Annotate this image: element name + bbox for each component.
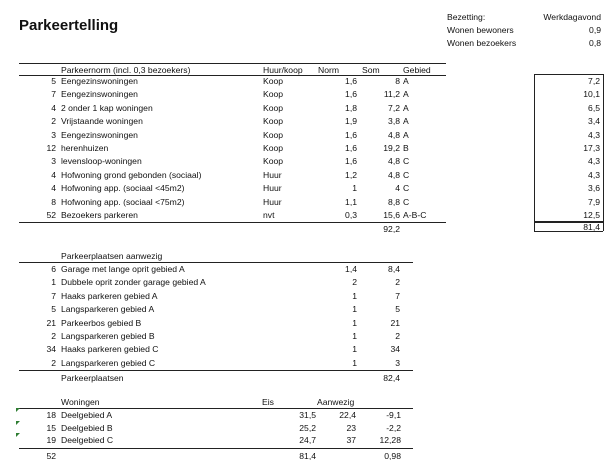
woningen-header-desc: Woningen <box>61 397 100 407</box>
norm-row-som: 4,8 <box>388 169 400 180</box>
norm-row-norm: 1,6 <box>345 76 357 86</box>
side-value: 3,4 <box>588 116 600 127</box>
norm-row-count: 3 <box>51 129 56 140</box>
side-value: 7,2 <box>588 76 600 86</box>
plaatsen-row-mult: 2 <box>352 277 357 288</box>
norm-header-gebied: Gebied <box>403 65 431 75</box>
norm-row-type: Huur <box>263 196 282 207</box>
norm-row-som: 4,8 <box>388 129 400 140</box>
norm-row-desc: Bezoekers parkeren <box>61 210 138 220</box>
norm-row-norm: 1,6 <box>345 143 357 153</box>
norm-row-type: Koop <box>263 143 284 153</box>
side-value: 3,6 <box>588 183 600 194</box>
plaatsen-row-mult: 1 <box>352 357 357 368</box>
norm-row-som: 19,2 <box>383 143 400 153</box>
norm-row-som: 15,6 <box>383 210 400 220</box>
norm-row-count: 5 <box>51 76 56 86</box>
norm-row-type: Huur <box>263 169 282 180</box>
woningen-row-desc: Deelgebied A <box>61 410 113 420</box>
norm-row-gebied: A-B-C <box>403 210 427 220</box>
norm-row-norm: 1,2 <box>345 169 357 180</box>
norm-header-som: Som <box>362 65 380 75</box>
plaatsen-row-count: 5 <box>51 304 56 315</box>
norm-row-desc: 2 onder 1 kap woningen <box>61 102 153 113</box>
plaatsen-row-val: 2 <box>395 331 400 341</box>
norm-row-desc: levensloop-woningen <box>61 156 142 167</box>
woningen-row-diff: 12,28 <box>379 435 401 446</box>
norm-row-norm: 0,3 <box>345 210 357 220</box>
norm-row-gebied: C <box>403 169 410 180</box>
norm-row-gebied: A <box>403 116 409 127</box>
plaatsen-total: 82,4 <box>383 373 400 383</box>
norm-header-huurkoop: Huur/koop <box>263 65 303 75</box>
norm-row-gebied: C <box>403 183 410 194</box>
norm-row-norm: 1 <box>352 183 357 194</box>
norm-row-desc: Eengezinswoningen <box>61 89 138 100</box>
woningen-row-eis: 24,7 <box>299 435 316 446</box>
norm-row-gebied: A <box>403 89 409 100</box>
plaatsen-row-desc: Langsparkeren gebied B <box>61 331 155 341</box>
plaatsen-row-mult: 1,4 <box>345 264 357 274</box>
plaatsen-row-mult: 1 <box>352 290 357 301</box>
norm-row-type: nvt <box>263 210 275 220</box>
woningen-row-diff: -9,1 <box>386 410 401 420</box>
norm-row-gebied: A <box>403 129 409 140</box>
norm-row-som: 4 <box>395 183 400 194</box>
norm-row-norm: 1,8 <box>345 102 357 113</box>
norm-row-count: 7 <box>51 89 56 100</box>
plaatsen-row-count: 34 <box>46 344 56 355</box>
woningen-row-diff: -2,2 <box>386 422 401 433</box>
plaatsen-row-val: 34 <box>390 344 400 355</box>
norm-row-desc: Hofwoning app. (sociaal <75m2) <box>61 196 185 207</box>
plaatsen-row-val: 8,4 <box>388 264 400 274</box>
norm-row-type: Koop <box>263 89 284 100</box>
side-value: 7,9 <box>588 196 600 207</box>
norm-row-norm: 1,6 <box>345 129 357 140</box>
norm-row-desc: Eengezinswoningen <box>61 129 138 140</box>
norm-row-desc: Hofwoning grond gebonden (sociaal) <box>61 169 202 180</box>
norm-row-type: Koop <box>263 129 284 140</box>
norm-row-count: 4 <box>51 183 56 194</box>
woningen-total-n: 52 <box>46 451 56 461</box>
norm-row-count: 12 <box>46 143 56 153</box>
norm-row-desc: Eengezinswoningen <box>61 76 138 86</box>
norm-row-norm: 1,6 <box>345 89 357 100</box>
plaatsen-row-count: 7 <box>51 290 56 301</box>
side-value: 12,5 <box>583 210 600 220</box>
woningen-total-diff: 0,98 <box>384 451 401 461</box>
woningen-row-count: 15 <box>46 422 56 433</box>
plaatsen-row-count: 2 <box>51 331 56 341</box>
woningen-row-count: 18 <box>46 410 56 420</box>
norm-row-norm: 1,9 <box>345 116 357 127</box>
side-value: 4,3 <box>588 156 600 167</box>
plaatsen-row-count: 2 <box>51 357 56 368</box>
norm-row-gebied: C <box>403 156 410 167</box>
plaatsen-row-desc: Langsparkeren gebied A <box>61 304 155 315</box>
norm-row-gebied: A <box>403 76 409 86</box>
norm-row-som: 3,8 <box>388 116 400 127</box>
woningen-row-aanwezig: 37 <box>346 435 356 446</box>
plaatsen-row-val: 5 <box>395 304 400 315</box>
norm-row-type: Koop <box>263 116 284 127</box>
norm-header-desc: Parkeernorm (incl. 0,3 bezoekers) <box>61 65 191 75</box>
norm-row-count: 3 <box>51 156 56 167</box>
norm-row-norm: 1,1 <box>345 196 357 207</box>
norm-row-som: 7,2 <box>388 102 400 113</box>
norm-row-desc: Vrijstaande woningen <box>61 116 143 127</box>
norm-header-norm: Norm <box>318 65 340 75</box>
woningen-row-eis: 25,2 <box>299 422 316 433</box>
norm-total-som: 92,2 <box>383 224 400 234</box>
norm-row-gebied: C <box>403 196 410 207</box>
norm-row-count: 4 <box>51 169 56 180</box>
plaatsen-row-val: 2 <box>395 277 400 288</box>
plaatsen-row-desc: Haaks parkeren gebied C <box>61 344 159 355</box>
plaatsen-row-val: 3 <box>395 357 400 368</box>
page-title: Parkeertelling <box>19 17 119 34</box>
woningen-total-eis: 81,4 <box>299 451 316 461</box>
norm-row-count: 8 <box>51 196 56 207</box>
plaatsen-row-desc: Dubbele oprit zonder garage gebied A <box>61 277 206 288</box>
plaatsen-row-count: 1 <box>51 277 56 288</box>
plaatsen-row-count: 21 <box>46 317 56 328</box>
norm-row-gebied: B <box>403 143 409 153</box>
woningen-header-eis: Eis <box>262 397 274 407</box>
norm-row-type: Koop <box>263 76 284 86</box>
norm-row-desc: Hofwoning app. (sociaal <45m2) <box>61 183 185 194</box>
woningen-row-count: 19 <box>46 435 56 446</box>
side-value: 4,3 <box>588 169 600 180</box>
side-value: 4,3 <box>588 129 600 140</box>
norm-row-som: 4,8 <box>388 156 400 167</box>
plaatsen-row-val: 7 <box>395 290 400 301</box>
bezetting-header-label: Bezetting: <box>447 12 486 22</box>
plaatsen-row-mult: 1 <box>352 331 357 341</box>
norm-row-count: 4 <box>51 102 56 113</box>
side-value: 17,3 <box>583 143 600 153</box>
norm-row-gebied: A <box>403 102 409 113</box>
norm-row-som: 8 <box>395 76 400 86</box>
woningen-row-aanwezig: 22,4 <box>339 410 356 420</box>
norm-row-som: 8,8 <box>388 196 400 207</box>
bezetting-header-value: Werkdagavond <box>543 12 601 22</box>
woningen-row-eis: 31,5 <box>299 410 316 420</box>
bezetting-value: 0,9 <box>589 25 601 35</box>
plaatsen-row-mult: 1 <box>352 317 357 328</box>
woningen-row-aanwezig: 23 <box>346 422 356 433</box>
plaatsen-row-desc: Parkeerbos gebied B <box>61 317 142 328</box>
norm-row-type: Koop <box>263 156 284 167</box>
norm-row-type: Huur <box>263 183 282 194</box>
side-value: 6,5 <box>588 102 600 113</box>
plaatsen-row-count: 6 <box>51 264 56 274</box>
bezetting-label: Wonen bewoners <box>447 25 514 35</box>
plaatsen-row-desc: Garage met lange oprit gebied A <box>61 264 185 274</box>
norm-row-som: 11,2 <box>383 89 400 100</box>
norm-row-desc: herenhuizen <box>61 143 109 153</box>
plaatsen-total-label: Parkeerplaatsen <box>61 373 124 383</box>
side-total: 81,4 <box>583 222 600 232</box>
norm-row-type: Koop <box>263 102 284 113</box>
woningen-row-desc: Deelgebied B <box>61 422 113 433</box>
woningen-row-desc: Deelgebied C <box>61 435 114 446</box>
plaatsen-row-desc: Langsparkeren gebied C <box>61 357 156 368</box>
plaatsen-header: Parkeerplaatsen aanwezig <box>61 251 163 261</box>
plaatsen-row-mult: 1 <box>352 304 357 315</box>
norm-row-norm: 1,6 <box>345 156 357 167</box>
woningen-header-aanwezig: Aanwezig <box>317 397 355 407</box>
plaatsen-row-val: 21 <box>390 317 400 328</box>
norm-row-count: 52 <box>46 210 56 220</box>
bezetting-value: 0,8 <box>589 38 601 48</box>
norm-row-count: 2 <box>51 116 56 127</box>
plaatsen-row-mult: 1 <box>352 344 357 355</box>
plaatsen-row-desc: Haaks parkeren gebied A <box>61 290 158 301</box>
bezetting-label: Wonen bezoekers <box>447 38 517 48</box>
side-value: 10,1 <box>583 89 600 100</box>
